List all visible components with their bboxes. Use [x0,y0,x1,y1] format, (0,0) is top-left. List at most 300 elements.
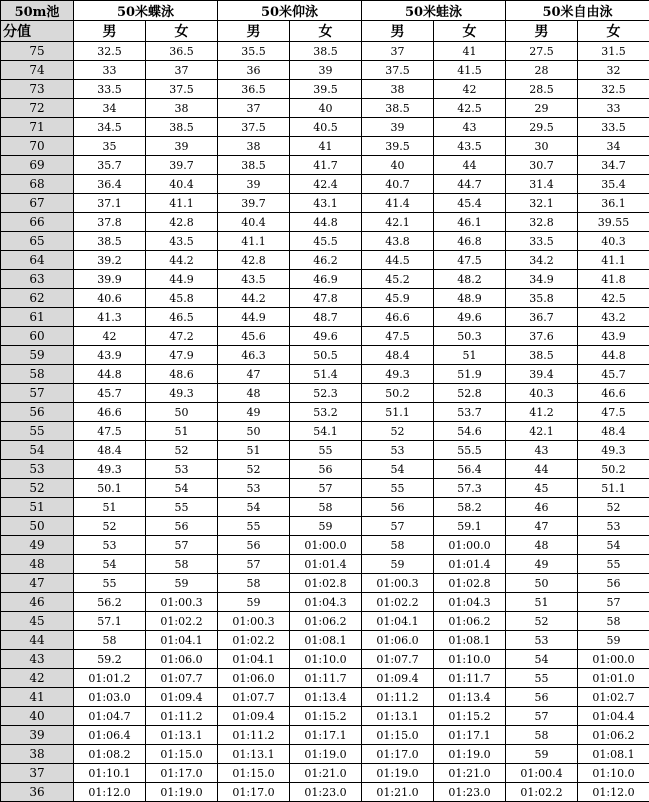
time-cell: 50 [146,403,218,422]
time-cell: 54 [362,460,434,479]
time-cell: 45.2 [362,270,434,289]
time-cell: 43.5 [218,270,290,289]
time-cell: 43 [506,441,578,460]
time-cell: 01:13.1 [218,745,290,764]
score-cell: 53 [1,460,74,479]
time-cell: 01:04.3 [434,593,506,612]
time-cell: 47.5 [578,403,649,422]
time-cell: 42 [74,327,146,346]
time-cell: 40.4 [146,175,218,194]
time-cell: 01:10.0 [578,764,649,783]
time-cell: 42.5 [578,289,649,308]
time-cell: 44.7 [434,175,506,194]
time-cell: 53 [578,517,649,536]
score-cell: 54 [1,441,74,460]
time-cell: 01:06.4 [74,726,146,745]
time-cell: 38.5 [146,118,218,137]
time-cell: 48.4 [74,441,146,460]
time-cell: 39.5 [362,137,434,156]
header-row-gender [1,21,649,42]
time-cell: 44.8 [290,213,362,232]
time-cell: 01:17.0 [362,745,434,764]
time-cell: 46.3 [218,346,290,365]
time-cell: 59 [578,631,649,650]
time-cell: 01:19.0 [362,764,434,783]
time-cell: 57 [146,536,218,555]
time-cell: 33 [578,99,649,118]
time-cell: 30.7 [506,156,578,175]
score-cell: 50 [1,517,74,536]
time-cell: 55 [362,479,434,498]
time-cell: 01:01.4 [434,555,506,574]
time-cell: 38 [362,80,434,99]
time-cell: 50.3 [434,327,506,346]
time-cell: 34.5 [74,118,146,137]
time-cell: 39.4 [506,365,578,384]
table-row [1,270,649,289]
table-row [1,156,649,175]
time-cell: 33.5 [578,118,649,137]
time-cell: 46.6 [362,308,434,327]
time-cell: 01:13.4 [290,688,362,707]
time-cell: 46.6 [74,403,146,422]
time-cell: 52 [506,612,578,631]
time-cell: 52 [146,441,218,460]
score-cell: 44 [1,631,74,650]
score-cell: 68 [1,175,74,194]
time-cell: 01:09.4 [146,688,218,707]
time-cell: 53.2 [290,403,362,422]
time-cell: 39 [218,175,290,194]
score-cell: 55 [1,422,74,441]
time-cell: 54 [74,555,146,574]
gender-header-male: 男 [506,21,578,42]
time-cell: 01:15.2 [290,707,362,726]
time-cell: 34 [74,99,146,118]
table-row [1,707,649,726]
time-cell: 01:06.2 [434,612,506,631]
time-cell: 32 [578,61,649,80]
time-cell: 01:07.7 [218,688,290,707]
time-cell: 49.6 [290,327,362,346]
time-cell: 36.5 [146,42,218,61]
table-row [1,726,649,745]
time-cell: 36.4 [74,175,146,194]
time-cell: 42.5 [434,99,506,118]
time-cell: 01:23.0 [290,783,362,802]
time-cell: 34.7 [578,156,649,175]
time-cell: 56 [218,536,290,555]
time-cell: 01:23.0 [434,783,506,802]
time-cell: 43.9 [74,346,146,365]
time-cell: 01:04.1 [146,631,218,650]
score-cell: 65 [1,232,74,251]
table-row [1,327,649,346]
score-cell: 43 [1,650,74,669]
time-cell: 37.5 [146,80,218,99]
time-cell: 54.6 [434,422,506,441]
time-cell: 45.4 [434,194,506,213]
time-cell: 35.8 [506,289,578,308]
time-cell: 33.5 [74,80,146,99]
time-cell: 57.1 [74,612,146,631]
time-cell: 58 [218,574,290,593]
time-cell: 40.3 [506,384,578,403]
time-cell: 42.8 [146,213,218,232]
time-cell: 41 [290,137,362,156]
time-cell: 39 [362,118,434,137]
score-label: 分值 [1,21,74,42]
time-cell: 37 [218,99,290,118]
time-cell: 28 [506,61,578,80]
time-cell: 48.2 [434,270,506,289]
table-row [1,403,649,422]
time-cell: 58 [290,498,362,517]
gender-header-male: 男 [74,21,146,42]
score-cell: 72 [1,99,74,118]
time-cell: 30 [506,137,578,156]
time-cell: 01:17.0 [146,764,218,783]
score-cell: 69 [1,156,74,175]
time-cell: 47.5 [74,422,146,441]
score-cell: 39 [1,726,74,745]
time-cell: 01:06.0 [218,669,290,688]
table-row [1,669,649,688]
time-cell: 46.8 [434,232,506,251]
time-cell: 01:12.0 [74,783,146,802]
time-cell: 37.5 [218,118,290,137]
time-cell: 44 [506,460,578,479]
time-cell: 35.7 [74,156,146,175]
gender-header-female: 女 [434,21,506,42]
time-cell: 46.9 [290,270,362,289]
time-cell: 01:10.0 [434,650,506,669]
time-cell: 38.5 [218,156,290,175]
time-cell: 33 [74,61,146,80]
time-cell: 40.6 [74,289,146,308]
time-cell: 53 [146,460,218,479]
score-cell: 73 [1,80,74,99]
time-cell: 37 [146,61,218,80]
time-cell: 01:02.8 [434,574,506,593]
score-cell: 47 [1,574,74,593]
time-cell: 39.9 [74,270,146,289]
time-cell: 01:13.4 [434,688,506,707]
score-cell: 61 [1,308,74,327]
time-cell: 51 [434,346,506,365]
time-cell: 42.1 [362,213,434,232]
pool-label: 50m池 [1,1,74,21]
score-cell: 40 [1,707,74,726]
score-cell: 64 [1,251,74,270]
time-cell: 01:00.3 [218,612,290,631]
time-cell: 49.3 [362,365,434,384]
score-cell: 66 [1,213,74,232]
time-cell: 44.9 [146,270,218,289]
time-cell: 31.4 [506,175,578,194]
time-cell: 58 [362,536,434,555]
time-cell: 55 [290,441,362,460]
table-row [1,251,649,270]
score-cell: 56 [1,403,74,422]
time-cell: 57 [290,479,362,498]
time-cell: 43.5 [434,137,506,156]
time-cell: 37 [362,42,434,61]
table-row [1,99,649,118]
event-header-freestyle: 50米自由泳 [506,1,649,21]
time-cell: 01:12.0 [578,783,649,802]
time-cell: 45 [506,479,578,498]
table-row [1,574,649,593]
time-cell: 47.9 [146,346,218,365]
time-cell: 58 [146,555,218,574]
time-cell: 45.6 [218,327,290,346]
time-cell: 58 [74,631,146,650]
time-cell: 34.9 [506,270,578,289]
time-cell: 43.8 [362,232,434,251]
table-row [1,460,649,479]
time-cell: 01:11.2 [146,707,218,726]
time-cell: 46 [506,498,578,517]
time-cell: 50.5 [290,346,362,365]
time-cell: 41.4 [362,194,434,213]
table-row [1,213,649,232]
time-cell: 01:15.0 [362,726,434,745]
table-row [1,61,649,80]
table-row [1,80,649,99]
time-cell: 01:19.0 [146,783,218,802]
time-cell: 44.5 [362,251,434,270]
time-cell: 01:00.3 [362,574,434,593]
time-cell: 01:10.1 [74,764,146,783]
time-cell: 41.8 [578,270,649,289]
time-cell: 40.7 [362,175,434,194]
time-cell: 50.2 [362,384,434,403]
score-cell: 36 [1,783,74,802]
time-cell: 28.5 [506,80,578,99]
time-cell: 47 [506,517,578,536]
time-cell: 46.2 [290,251,362,270]
table-row [1,308,649,327]
time-cell: 48.4 [578,422,649,441]
time-cell: 54 [578,536,649,555]
time-cell: 48 [218,384,290,403]
score-cell: 38 [1,745,74,764]
time-cell: 47.5 [434,251,506,270]
time-cell: 01:08.1 [578,745,649,764]
score-cell: 70 [1,137,74,156]
time-cell: 38.5 [74,232,146,251]
gender-header-female: 女 [146,21,218,42]
time-cell: 57 [506,707,578,726]
table-row [1,498,649,517]
time-cell: 01:08.1 [434,631,506,650]
time-cell: 50 [506,574,578,593]
time-cell: 01:02.2 [146,612,218,631]
score-cell: 46 [1,593,74,612]
score-cell: 75 [1,42,74,61]
event-header-butterfly: 50米蝶泳 [74,1,218,21]
table-row [1,517,649,536]
time-cell: 57 [218,555,290,574]
table-row [1,118,649,137]
time-cell: 56 [146,517,218,536]
time-cell: 45.9 [362,289,434,308]
table-row [1,764,649,783]
time-cell: 36 [218,61,290,80]
time-cell: 01:04.7 [74,707,146,726]
time-cell: 49.3 [146,384,218,403]
time-cell: 01:03.0 [74,688,146,707]
table-row [1,289,649,308]
time-cell: 37.6 [506,327,578,346]
time-cell: 36.5 [218,80,290,99]
time-cell: 55.5 [434,441,506,460]
score-cell: 52 [1,479,74,498]
time-cell: 50.2 [578,460,649,479]
time-cell: 54.1 [290,422,362,441]
event-header-backstroke: 50米仰泳 [218,1,362,21]
time-cell: 01:00.0 [290,536,362,555]
time-cell: 41.1 [218,232,290,251]
time-cell: 01:07.7 [362,650,434,669]
time-cell: 54 [506,650,578,669]
time-cell: 38 [218,137,290,156]
time-cell: 53 [506,631,578,650]
time-cell: 01:06.2 [290,612,362,631]
time-cell: 37.8 [74,213,146,232]
score-cell: 71 [1,118,74,137]
time-cell: 43.9 [578,327,649,346]
time-cell: 39.55 [578,213,649,232]
time-cell: 01:11.7 [434,669,506,688]
time-cell: 36.1 [578,194,649,213]
time-cell: 52 [362,422,434,441]
time-cell: 01:13.1 [362,707,434,726]
time-cell: 01:19.0 [290,745,362,764]
time-cell: 40.5 [290,118,362,137]
time-cell: 41.1 [578,251,649,270]
time-cell: 48.4 [362,346,434,365]
time-cell: 01:08.2 [74,745,146,764]
time-cell: 58 [506,726,578,745]
time-cell: 37.1 [74,194,146,213]
time-cell: 01:02.2 [362,593,434,612]
time-cell: 42.1 [506,422,578,441]
time-cell: 43.2 [578,308,649,327]
time-cell: 38.5 [506,346,578,365]
time-cell: 55 [74,574,146,593]
time-cell: 45.7 [74,384,146,403]
time-cell: 43.1 [290,194,362,213]
score-cell: 42 [1,669,74,688]
time-cell: 40 [290,99,362,118]
time-cell: 56 [506,688,578,707]
time-cell: 01:21.0 [434,764,506,783]
time-cell: 32.8 [506,213,578,232]
time-cell: 48.9 [434,289,506,308]
time-cell: 53 [362,441,434,460]
time-cell: 49 [218,403,290,422]
time-cell: 54 [218,498,290,517]
time-cell: 01:06.0 [362,631,434,650]
time-cell: 01:15.0 [146,745,218,764]
time-cell: 01:01.2 [74,669,146,688]
time-cell: 57.3 [434,479,506,498]
time-cell: 44.2 [218,289,290,308]
table-row [1,175,649,194]
time-cell: 41.5 [434,61,506,80]
time-cell: 01:04.3 [290,593,362,612]
time-cell: 01:00.0 [434,536,506,555]
table-row [1,745,649,764]
time-cell: 39.5 [290,80,362,99]
time-cell: 44.8 [578,346,649,365]
time-cell: 52 [74,517,146,536]
time-cell: 32.5 [578,80,649,99]
time-cell: 01:00.3 [146,593,218,612]
time-cell: 51 [218,441,290,460]
time-cell: 53 [218,479,290,498]
time-cell: 44.2 [146,251,218,270]
time-cell: 56.2 [74,593,146,612]
gender-header-male: 男 [362,21,434,42]
time-cell: 44.8 [74,365,146,384]
time-cell: 42.4 [290,175,362,194]
time-cell: 57 [578,593,649,612]
table-row [1,441,649,460]
score-cell: 74 [1,61,74,80]
time-cell: 32.5 [74,42,146,61]
time-cell: 54 [146,479,218,498]
time-cell: 51.1 [362,403,434,422]
time-cell: 47 [218,365,290,384]
time-cell: 01:11.2 [362,688,434,707]
time-cell: 33.5 [506,232,578,251]
score-cell: 37 [1,764,74,783]
score-cell: 58 [1,365,74,384]
time-cell: 56 [362,498,434,517]
time-cell: 59 [506,745,578,764]
score-cell: 60 [1,327,74,346]
time-cell: 41.1 [146,194,218,213]
time-cell: 45.8 [146,289,218,308]
time-cell: 44.9 [218,308,290,327]
time-cell: 43.5 [146,232,218,251]
score-cell: 48 [1,555,74,574]
time-cell: 50.1 [74,479,146,498]
time-cell: 59 [290,517,362,536]
table-body [1,42,649,802]
time-cell: 39.7 [146,156,218,175]
time-cell: 39.7 [218,194,290,213]
table-row [1,365,649,384]
time-cell: 59 [146,574,218,593]
score-cell: 45 [1,612,74,631]
time-cell: 31.5 [578,42,649,61]
time-cell: 01:00.0 [578,650,649,669]
time-cell: 42 [434,80,506,99]
time-cell: 49.3 [74,460,146,479]
time-cell: 29.5 [506,118,578,137]
time-cell: 55 [218,517,290,536]
time-cell: 39 [290,61,362,80]
time-cell: 38.5 [362,99,434,118]
time-cell: 47.5 [362,327,434,346]
time-cell: 45.7 [578,365,649,384]
time-cell: 01:08.1 [290,631,362,650]
time-cell: 01:11.7 [290,669,362,688]
